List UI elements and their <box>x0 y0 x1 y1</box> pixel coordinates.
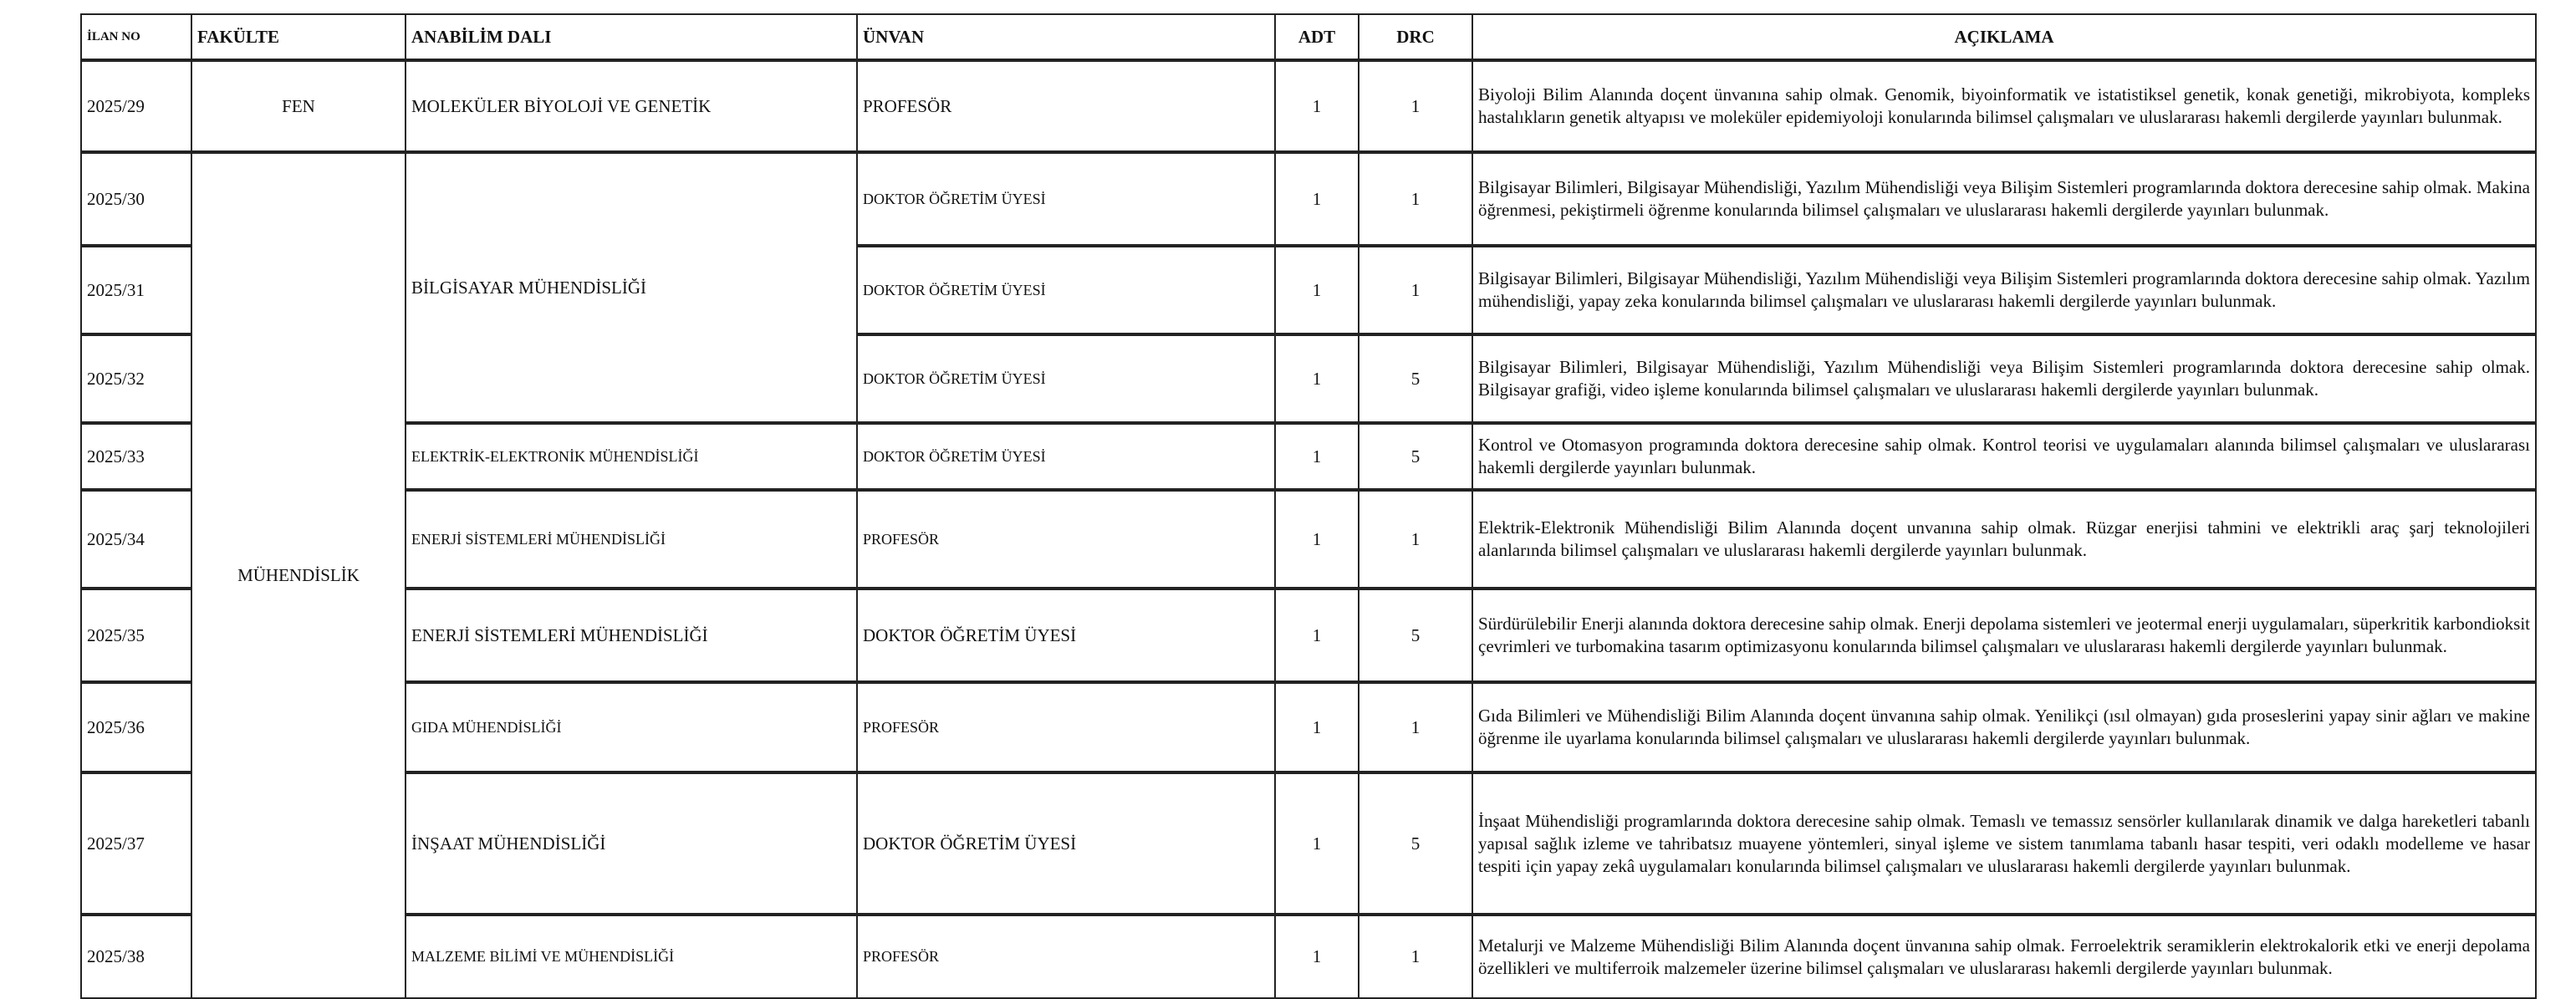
ilan-no-cell: 2025/35 <box>81 589 191 682</box>
aciklama-cell: Elektrik-Elektronik Mühendisliği Bilim Alanında doçent unvanına sahip olmak. Rüzgar enerjisi tahmini ve elektrikli araç şarj teknolojileri alanlarında bilimsel çalışmaları ve uluslararası hakemli dergilerde yayınları bulunmak. <box>1472 490 2536 589</box>
ilan-no-cell: 2025/33 <box>81 423 191 490</box>
header-anabilim-dali: ANABİLİM DALI <box>406 14 857 60</box>
adt-cell: 1 <box>1275 423 1359 490</box>
fakulte-cell: FEN <box>191 60 406 152</box>
ilan-no-cell: 2025/32 <box>81 334 191 423</box>
drc-cell: 1 <box>1359 490 1472 589</box>
aciklama-cell: Gıda Bilimleri ve Mühendisliği Bilim Alanında doçent ünvanına sahip olmak. Yenilikçi (ısıl olmayan) gıda proseslerini yapay sinir ağları ve makine öğrenme ile uyarlama konularında bilimsel çalışmaları ve uluslararası hakemli dergilerde yayınları bulunmak. <box>1472 682 2536 772</box>
table-row <box>81 589 2536 682</box>
adt-cell: 1 <box>1275 334 1359 423</box>
unvan-cell: PROFESÖR <box>857 60 1275 152</box>
header-fakulte: FAKÜLTE <box>191 14 406 60</box>
drc-cell: 5 <box>1359 334 1472 423</box>
unvan-cell: DOKTOR ÖĞRETİM ÜYESİ <box>857 152 1275 246</box>
table-row <box>81 490 2536 589</box>
drc-cell: 5 <box>1359 772 1472 915</box>
adt-cell: 1 <box>1275 490 1359 589</box>
header-ilan-no: İLAN NO <box>81 14 191 60</box>
drc-cell: 1 <box>1359 152 1472 246</box>
anabilim-dali-cell: MOLEKÜLER BİYOLOJİ VE GENETİK <box>406 60 857 152</box>
anabilim-dali-cell: İNŞAAT MÜHENDİSLİĞİ <box>406 772 857 915</box>
anabilim-dali-cell: GIDA MÜHENDİSLİĞİ <box>406 682 857 772</box>
job-postings-table <box>80 13 2537 999</box>
fakulte-cell: MÜHENDİSLİK <box>191 152 406 998</box>
anabilim-dali-cell: ELEKTRİK-ELEKTRONİK MÜHENDİSLİĞİ <box>406 423 857 490</box>
table-row <box>81 423 2536 490</box>
ilan-no-cell: 2025/29 <box>81 60 191 152</box>
aciklama-cell: Sürdürülebilir Enerji alanında doktora derecesine sahip olmak. Enerji depolama sistemleri ve jeotermal enerji uygulamaları, süperkritik karbondioksit çevrimleri ve turbomakina tasarım optimizasyonu konularında bilimsel çalışmaları ve uluslararası hakemli dergilerde yayınları bulunmak. <box>1472 589 2536 682</box>
unvan-cell: DOKTOR ÖĞRETİM ÜYESİ <box>857 334 1275 423</box>
adt-cell: 1 <box>1275 915 1359 998</box>
adt-cell: 1 <box>1275 152 1359 246</box>
header-unvan: ÜNVAN <box>857 14 1275 60</box>
drc-cell: 1 <box>1359 915 1472 998</box>
adt-cell: 1 <box>1275 589 1359 682</box>
aciklama-cell: Bilgisayar Bilimleri, Bilgisayar Mühendisliği, Yazılım Mühendisliği veya Bilişim Sistemleri programlarında doktora derecesine sahip olmak. Makina öğrenmesi, pekiştirmeli öğrenme konularında bilimsel çalışmaları ve uluslararası hakemli dergilerde yayınları bulunmak. <box>1472 152 2536 246</box>
aciklama-cell: İnşaat Mühendisliği programlarında doktora derecesine sahip olmak. Temaslı ve temassız sensörler kullanılarak dinamik ve dalga hareketleri tabanlı yapısal sağlık izleme ve tahribatsız muayene yöntemleri, sinyal işleme ve sistem tanımlama tabanlı hasar tespiti, veri odaklı modelleme ve hasar tespiti için yapay zekâ uygulamaları konularında bilimsel çalışmaları ve uluslararası hakemli dergilerde yayınları bulunmak. <box>1472 772 2536 915</box>
aciklama-cell: Biyoloji Bilim Alanında doçent ünvanına sahip olmak. Genomik, biyoinformatik ve istatistiksel genetik, konak genetiği, mikrobiyota, kompleks hastalıkların genetik altyapısı ve moleküler epidemiyoloji konularında bilimsel çalışmaları ve uluslararası hakemli dergilerde yayınları bulunmak. <box>1472 60 2536 152</box>
aciklama-cell: Metalurji ve Malzeme Mühendisliği Bilim Alanında doçent ünvanına sahip olmak. Ferroelektrik seramiklerin elektrokalorik etki ve enerji depolama özellikleri ve multiferroik malzemeler üzerine bilimsel çalışmaları ve uluslararası hakemli dergilerde yayınları bulunmak. <box>1472 915 2536 998</box>
drc-cell: 1 <box>1359 60 1472 152</box>
unvan-cell: PROFESÖR <box>857 682 1275 772</box>
ilan-no-cell: 2025/36 <box>81 682 191 772</box>
ilan-no-cell: 2025/30 <box>81 152 191 246</box>
anabilim-dali-cell: BİLGİSAYAR MÜHENDİSLİĞİ <box>406 152 857 423</box>
drc-cell: 5 <box>1359 589 1472 682</box>
adt-cell: 1 <box>1275 246 1359 334</box>
anabilim-dali-cell: ENERJİ SİSTEMLERİ MÜHENDİSLİĞİ <box>406 589 857 682</box>
table-row <box>81 915 2536 998</box>
header-aciklama: AÇIKLAMA <box>1472 14 2536 60</box>
aciklama-cell: Bilgisayar Bilimleri, Bilgisayar Mühendisliği, Yazılım Mühendisliği veya Bilişim Sistemleri programlarında doktora derecesine sahip olmak. Bilgisayar grafiği, video işleme konularında bilimsel çalışmaları ve uluslararası hakemli dergilerde yayınları bulunmak. <box>1472 334 2536 423</box>
anabilim-dali-cell: MALZEME BİLİMİ VE MÜHENDİSLİĞİ <box>406 915 857 998</box>
drc-cell: 1 <box>1359 246 1472 334</box>
aciklama-cell: Bilgisayar Bilimleri, Bilgisayar Mühendisliği, Yazılım Mühendisliği veya Bilişim Sistemleri programlarında doktora derecesine sahip olmak. Yazılım mühendisliği, yapay zeka konularında bilimsel çalışmaları ve uluslararası hakemli dergilerde yayınları bulunmak. <box>1472 246 2536 334</box>
unvan-cell: PROFESÖR <box>857 490 1275 589</box>
ilan-no-cell: 2025/37 <box>81 772 191 915</box>
drc-cell: 1 <box>1359 682 1472 772</box>
table-row <box>81 772 2536 915</box>
table-row <box>81 152 2536 246</box>
header-row <box>81 14 2536 60</box>
unvan-cell: DOKTOR ÖĞRETİM ÜYESİ <box>857 246 1275 334</box>
adt-cell: 1 <box>1275 682 1359 772</box>
adt-cell: 1 <box>1275 60 1359 152</box>
ilan-no-cell: 2025/38 <box>81 915 191 998</box>
adt-cell: 1 <box>1275 772 1359 915</box>
anabilim-dali-cell: ENERJİ SİSTEMLERİ MÜHENDİSLİĞİ <box>406 490 857 589</box>
unvan-cell: DOKTOR ÖĞRETİM ÜYESİ <box>857 423 1275 490</box>
ilan-no-cell: 2025/34 <box>81 490 191 589</box>
unvan-cell: DOKTOR ÖĞRETİM ÜYESİ <box>857 589 1275 682</box>
table-row <box>81 682 2536 772</box>
table-row <box>81 60 2536 152</box>
unvan-cell: PROFESÖR <box>857 915 1275 998</box>
unvan-cell: DOKTOR ÖĞRETİM ÜYESİ <box>857 772 1275 915</box>
header-adt: ADT <box>1275 14 1359 60</box>
aciklama-cell: Kontrol ve Otomasyon programında doktora derecesine sahip olmak. Kontrol teorisi ve uygulamaları alanında bilimsel çalışmaları ve uluslararası hakemli dergilerde yayınları bulunmak. <box>1472 423 2536 490</box>
header-drc: DRC <box>1359 14 1472 60</box>
drc-cell: 5 <box>1359 423 1472 490</box>
ilan-no-cell: 2025/31 <box>81 246 191 334</box>
